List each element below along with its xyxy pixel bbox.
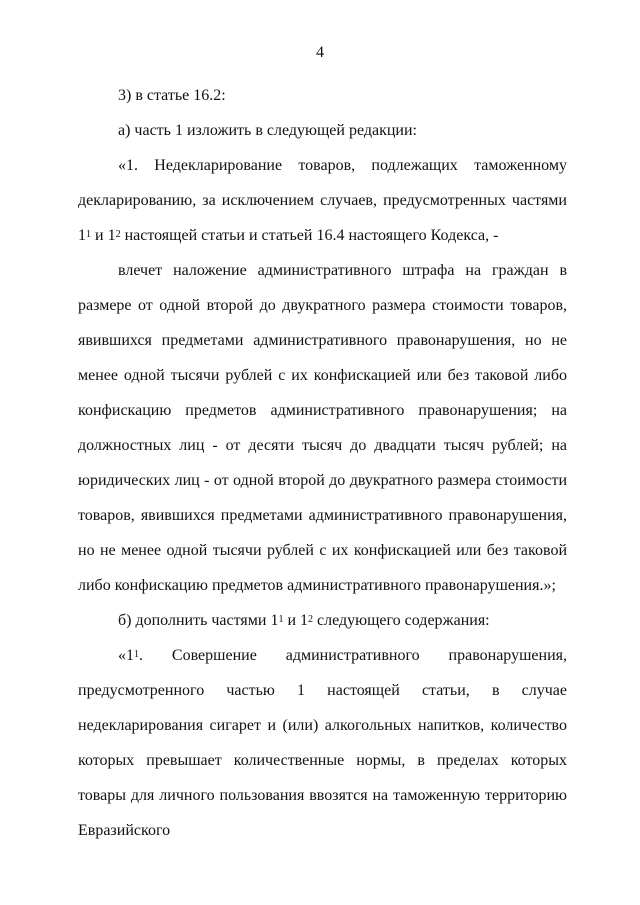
document-body [78, 78, 567, 848]
paragraph-text: и 1 [91, 227, 116, 244]
paragraph-text: настоящей статьи и статьей 16.4 настоящего Кодекса, - [120, 227, 499, 244]
paragraph-penalty: влечет наложение административного штрафа на граждан в размере от одной второй до двукратного размера стоимости товаров, явившихся предметами административного правонарушения, но не менее одной тысячи рублей с их конфискацией или без таковой либо конфискацию предметов административного правонарушения; на должностных лиц - от десяти тысяч до двадцати тысяч рублей; на юридических лиц - от одной второй до двукратного размера стоимости товаров, явившихся предметами административного правонарушения, но не менее одной тысячи рублей с их конфискацией или без таковой либо конфискацию предметов административного правонарушения.»; [78, 262, 567, 594]
page-number: 4 [316, 44, 324, 61]
paragraph-add-parts [78, 603, 567, 638]
superscript: 2 [308, 614, 313, 625]
paragraph-text: . Совершение административного правонарушения, предусмотренного частью 1 настоящей статьи, в случае недекларирования сигарет и (или) алкогольных напитков, количество которых превышает количественные нормы, в пределах которых товары для личного пользования ввозятся на таможенную территорию Евразийского [78, 647, 567, 839]
paragraph-text: следующего содержания: [313, 612, 490, 629]
paragraph-text: «1 [118, 647, 134, 664]
superscript: 1 [278, 614, 284, 625]
paragraph-text: б) дополнить частями 1 [118, 612, 279, 629]
paragraph-article-16-2: 3) в статье 16.2: [118, 87, 226, 104]
superscript: 1 [86, 229, 91, 240]
paragraph-part-1-amend: а) часть 1 изложить в следующей редакции: [118, 122, 417, 139]
superscript: 1 [134, 649, 139, 660]
superscript: 2 [115, 229, 121, 240]
paragraph-part-1-text [78, 148, 567, 253]
paragraph-part-1-1-text [78, 638, 567, 848]
paragraph-text: «1. Недекларирование товаров, подлежащих таможенному декларированию, за исключением случаев, предусмотренных частями 1 [78, 157, 567, 244]
paragraph-text: и 1 [283, 612, 308, 629]
